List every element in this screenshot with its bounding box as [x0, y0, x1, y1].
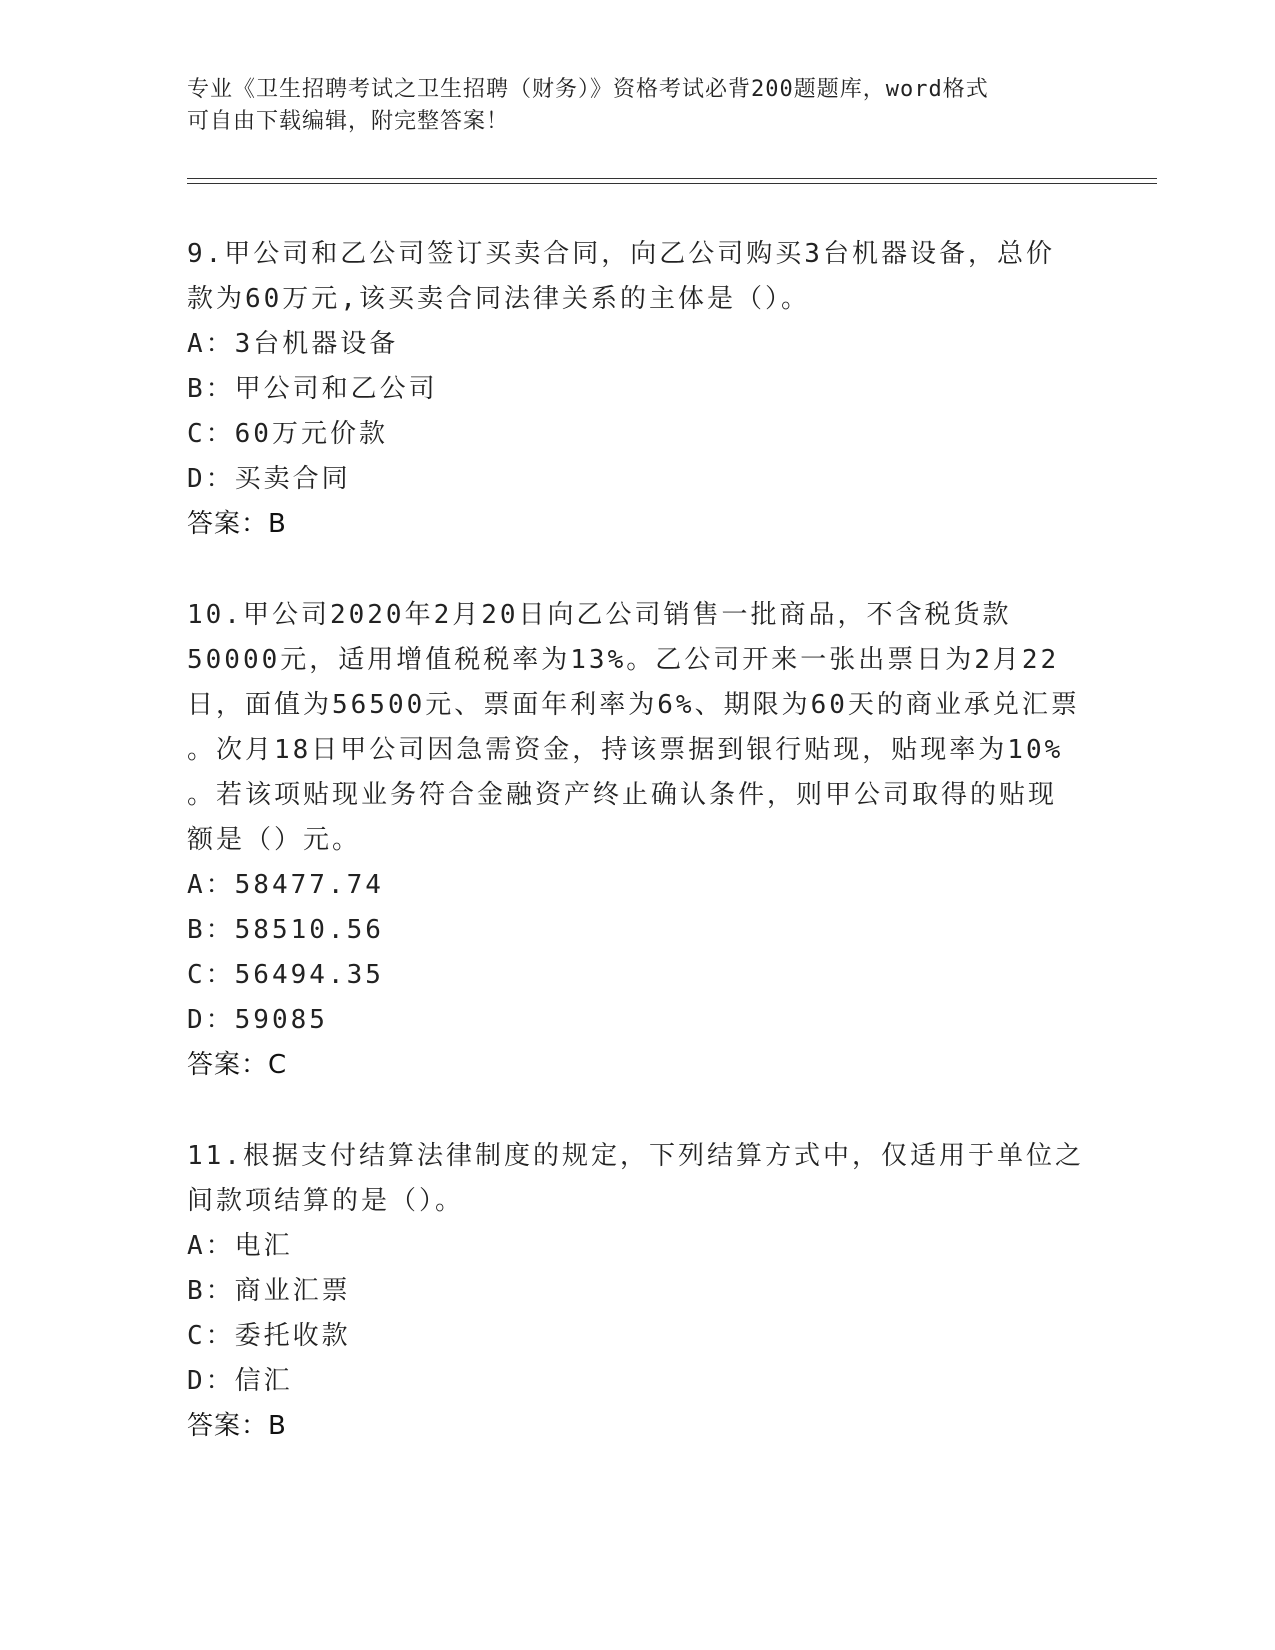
stem-line: 。若该项贴现业务符合金融资产终止确认条件，则甲公司取得的贴现 — [187, 780, 1058, 810]
question-9 — [187, 232, 1087, 547]
option-d: D：59085 — [187, 1005, 328, 1035]
header-line-1: 专业《卫生招聘考试之卫生招聘（财务）》资格考试必背200题题库，word格式 — [187, 77, 989, 102]
stem-line: 11.根据支付结算法律制度的规定，下列结算方式中，仅适用于单位之 — [187, 1141, 1084, 1171]
option-d: D：信汇 — [187, 1366, 293, 1396]
option-a: A：电汇 — [187, 1231, 293, 1261]
option-c: C：56494.35 — [187, 960, 384, 990]
header-divider — [187, 178, 1157, 184]
option-b: B：58510.56 — [187, 915, 384, 945]
option-d: D：买卖合同 — [187, 464, 351, 494]
stem-line: 50000元，适用增值税税率为13%。乙公司开来一张出票日为2月22 — [187, 645, 1060, 675]
option-a: A：3台机器设备 — [187, 329, 399, 359]
stem-line: 。次月18日甲公司因急需资金，持该票据到银行贴现，贴现率为10% — [187, 735, 1064, 765]
option-c: C：60万元价款 — [187, 419, 388, 449]
stem-line: 日，面值为56500元、票面年利率为6%、期限为60天的商业承兑汇票 — [187, 690, 1080, 720]
answer: 答案：C — [187, 1050, 288, 1080]
answer: 答案：B — [187, 1411, 287, 1441]
stem-line: 10.甲公司2020年2月20日向乙公司销售一批商品，不含税货款 — [187, 600, 1012, 630]
option-b: B：甲公司和乙公司 — [187, 374, 438, 404]
answer: 答案：B — [187, 509, 287, 539]
option-a: A：58477.74 — [187, 870, 384, 900]
option-b: B：商业汇票 — [187, 1276, 351, 1306]
question-list — [187, 232, 1087, 1495]
question-stem — [187, 1134, 1087, 1224]
header-line-2: 可自由下载编辑，附完整答案！ — [187, 109, 510, 134]
stem-line: 间款项结算的是（）。 — [187, 1186, 465, 1216]
stem-line: 9.甲公司和乙公司签订买卖合同，向乙公司购买3台机器设备，总价 — [187, 239, 1055, 269]
question-10 — [187, 593, 1087, 1088]
question-stem — [187, 232, 1087, 322]
question-11 — [187, 1134, 1087, 1449]
document-header — [187, 74, 1087, 138]
question-stem — [187, 593, 1087, 863]
stem-line: 额是（）元。 — [187, 825, 362, 855]
option-c: C：委托收款 — [187, 1321, 351, 1351]
stem-line: 款为60万元,该买卖合同法律关系的主体是（）。 — [187, 284, 810, 314]
